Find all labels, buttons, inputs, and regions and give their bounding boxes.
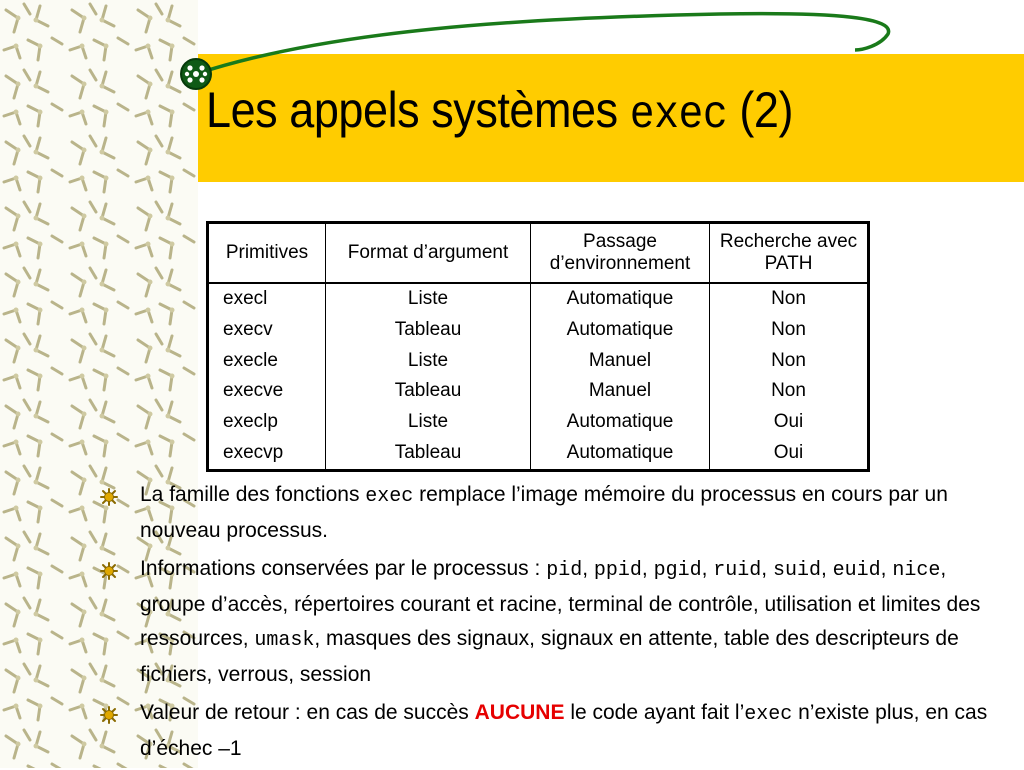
bullet-text: , (761, 557, 773, 580)
bullet-text: Valeur de retour : en cas de succès (140, 701, 475, 724)
table-header-row (208, 223, 869, 284)
table-cell: Automatique (566, 411, 674, 433)
code-term: umask (254, 629, 315, 652)
table-cell: Manuel (588, 380, 652, 402)
slide-title (206, 80, 793, 145)
table-cell: Automatique (566, 288, 674, 309)
table-cell: Liste (407, 411, 449, 433)
column-primitives (208, 283, 326, 470)
table-cell: Manuel (588, 349, 652, 371)
code-term: euid (832, 559, 881, 582)
table-cell: execvp (223, 441, 284, 463)
column-format (326, 283, 531, 470)
code-term: exec (744, 703, 793, 726)
bullet-icon (100, 488, 118, 506)
table-cell: Tableau (394, 380, 462, 402)
table-cell: Oui (773, 441, 804, 463)
code-term: nice (892, 559, 941, 582)
table-cell: Liste (407, 349, 449, 371)
bullet-text: , masques des signaux, signaux en attente, table des descripteurs de fichiers, verrous, session (140, 627, 959, 686)
column-header-path: Recherche avec PATH (710, 223, 869, 284)
code-term: pgid (653, 559, 702, 582)
bullet-item (100, 552, 1000, 692)
table-cell: execle (223, 349, 278, 371)
bullet-item (100, 478, 1000, 548)
table-cell: Non (771, 380, 806, 402)
code-term: suid (772, 559, 821, 582)
table-cell: Automatique (566, 318, 674, 340)
emphasis-text: AUCUNE (474, 701, 565, 724)
column-header-environment: Passage d’environnement (531, 223, 710, 284)
table-cell: Non (771, 318, 806, 340)
bullet-text: , (880, 557, 893, 580)
table-cell: Non (771, 288, 806, 309)
title-code: exec (629, 89, 728, 141)
table-cell: Automatique (566, 441, 674, 463)
bullet-text: le code ayant fait l’ (564, 701, 745, 724)
table-cell: execv (223, 318, 273, 340)
bullet-text: La famille des fonctions (140, 483, 366, 506)
column-environment (531, 283, 710, 470)
column-header-primitives: Primitives (208, 223, 326, 284)
bullet-text: Informations conservées par le processus : (140, 557, 547, 580)
bullet-text: remplace l’image mémoire du processus en cours par un nouveau processus. (140, 483, 948, 542)
bullet-icon (100, 562, 118, 580)
bullet-icon (100, 706, 118, 724)
column-header-format: Format d’argument (326, 223, 531, 284)
bullet-item (100, 696, 1000, 766)
table-cell: execlp (223, 411, 278, 433)
bullet-list (100, 478, 1000, 770)
exec-primitives-table (206, 221, 870, 472)
table-cell: Liste (407, 288, 449, 309)
column-path (710, 283, 869, 470)
code-term: pid (546, 559, 583, 582)
table-cell: Tableau (394, 318, 462, 340)
bullet-text: , (641, 557, 654, 580)
bullet-text: n’existe plus, en cas d’échec –1 (140, 701, 988, 760)
table-cell: Oui (773, 411, 804, 433)
title-prefix: Les appels systèmes (206, 82, 630, 138)
bullet-text: , (582, 557, 594, 580)
table-body (208, 283, 869, 470)
title-suffix: (2) (727, 82, 793, 138)
bullet-text: , groupe d’accès, répertoires courant et racine, terminal de contrôle, utilisation et limites des ressources, (140, 557, 981, 650)
table-cell: Tableau (394, 441, 462, 463)
table-cell: execl (223, 288, 268, 309)
code-term: ppid (593, 559, 642, 582)
table-cell: Non (771, 349, 806, 371)
bullet-text: , (701, 557, 714, 580)
table-cell: execve (223, 380, 284, 402)
code-term: exec (365, 485, 414, 508)
bullet-text: , (820, 557, 833, 580)
code-term: ruid (713, 559, 762, 582)
